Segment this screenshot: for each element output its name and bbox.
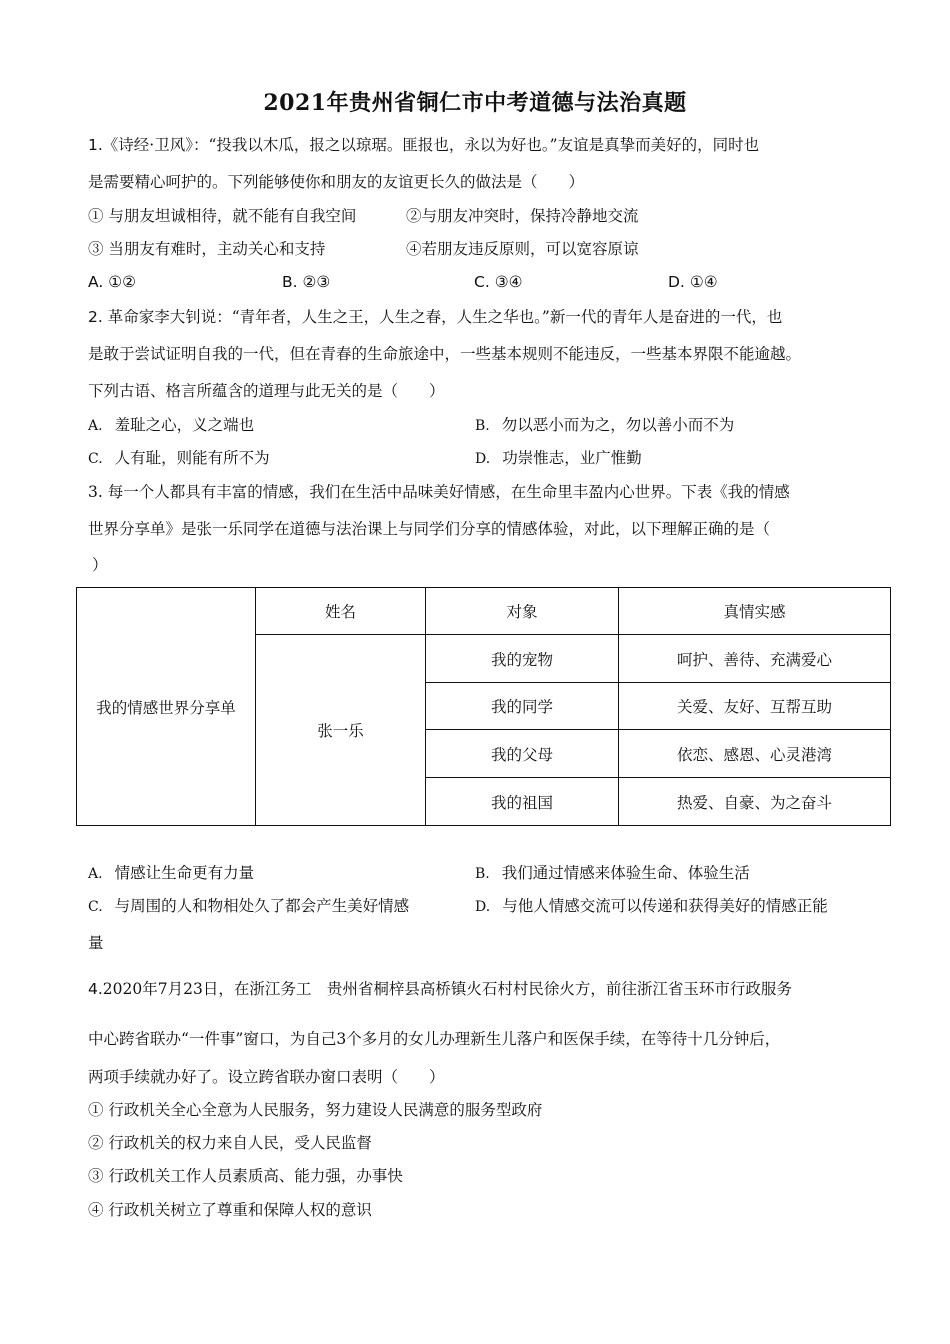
q3-option-b — [475, 862, 750, 885]
option-text: 与他人情感交流可以传递和获得美好的情感正能 — [502, 897, 828, 915]
table-cell-feeling: 热爱、自豪、为之奋斗 — [619, 778, 891, 826]
option-label: D. — [668, 273, 685, 291]
q2-option-b — [475, 414, 734, 437]
option-text: 人有耻，则能有所不为 — [114, 449, 270, 467]
option-text: ①④ — [689, 273, 718, 291]
q2-text-1: 革命家李大钊说：“青年者，人生之王，人生之春，人生之华也。”新一代的青年人是奋进的一代，也 — [107, 308, 783, 326]
table-col-header-feeling: 真情实感 — [619, 588, 891, 635]
q1-line-2: 是需要精心呵护的。下列能够使你和朋友的友谊更长久的做法是（ ） — [88, 173, 585, 191]
q1-text-1: 《诗经·卫风》：“投我以木瓜，报之以琼琚。匪报也，永以为好也。”友谊是真挚而美好的，同时也 — [102, 136, 760, 154]
option-label: D. — [475, 899, 491, 915]
q1-option-d — [668, 271, 718, 293]
table-cell-object: 我的宠物 — [426, 635, 619, 683]
option-label: A. — [88, 273, 104, 291]
q4-text-1: 2020年7月23日，在浙江务工 贵州省桐梓县高桥镇火石村村民徐火方，前往浙江省玉环市行政服务 — [102, 980, 792, 998]
q3-text-1: 每一个人都具有丰富的情感，我们在生活中品味美好情感，在生命里丰盈内心世界。下表《我的情感 — [107, 483, 790, 501]
q2-line-1 — [88, 306, 878, 328]
q4-item-4: ④ 行政机关树立了尊重和保障人权的意识 — [88, 1201, 372, 1219]
option-label: B. — [475, 866, 490, 882]
table-col-header-object: 对象 — [426, 588, 619, 635]
option-text: 勿以恶小而为之，勿以善小而不为 — [501, 416, 735, 434]
option-text: 羞耻之心，义之端也 — [114, 416, 255, 434]
table-cell-object: 我的父母 — [426, 730, 619, 778]
option-label: A. — [88, 866, 103, 882]
table-cell-object: 我的同学 — [426, 683, 619, 730]
table-cell-feeling: 呵护、善待、充满爱心 — [619, 635, 891, 683]
option-label: D. — [475, 451, 491, 467]
q1-item-1: ① 与朋友坦诚相待，就不能有自我空间 — [88, 207, 357, 225]
q3-line-3: ） — [92, 556, 108, 574]
option-text: ①② — [108, 273, 136, 291]
q1-option-c — [474, 271, 522, 293]
q3-option-d — [475, 895, 828, 918]
option-label: B. — [282, 273, 298, 291]
q3-line-2: 世界分享单》是张一乐同学在道德与法治课上与同学们分享的情感体验，对此，以下理解正确的是（ — [88, 520, 771, 538]
option-text: ③④ — [494, 273, 523, 291]
option-text: 与周围的人和物相处久了都会产生美好情感 — [114, 897, 410, 915]
q3-option-d-wrap: 量 — [88, 934, 104, 952]
q4-line-3: 两项手续就办好了。设立跨省联办窗口表明（ ） — [88, 1068, 445, 1086]
q1-option-b — [282, 271, 330, 293]
q4-item-2: ② 行政机关的权力来自人民，受人民监督 — [88, 1134, 372, 1152]
q3-option-c — [88, 895, 409, 918]
option-label: C. — [474, 273, 490, 291]
option-label: B. — [475, 418, 490, 434]
page-title: 2021年贵州省铜仁市中考道德与法治真题 — [263, 90, 687, 116]
q2-line-3: 下列古语、格言所蕴含的道理与此无关的是（ ） — [88, 382, 445, 400]
q1-item-4: ④若朋友违反原则，可以宽容原谅 — [406, 240, 639, 258]
q4-item-1: ① 行政机关全心全意为人民服务，努力建设人民满意的服务型政府 — [88, 1101, 543, 1119]
option-text: ②③ — [302, 273, 331, 291]
table-cell-feeling: 关爱、友好、互帮互助 — [619, 683, 891, 730]
table-cell-feeling: 依恋、感恩、心灵港湾 — [619, 730, 891, 778]
q4-item-3: ③ 行政机关工作人员素质高、能力强，办事快 — [88, 1167, 403, 1185]
option-text: 我们通过情感来体验生命、体验生活 — [501, 864, 750, 882]
emotion-share-table — [76, 587, 891, 826]
table-cell-name: 张一乐 — [256, 635, 426, 826]
option-label: C. — [88, 899, 103, 915]
q2-number: 2. — [88, 308, 103, 326]
q2-line-2: 是敢于尝试证明自我的一代，但在青春的生命旅途中，一些基本规则不能违反，一些基本界限不能逾越。 — [88, 345, 802, 363]
q3-option-a — [88, 862, 254, 885]
option-text: 情感让生命更有力量 — [114, 864, 255, 882]
option-text: 功崇惟志，业广惟勤 — [502, 449, 642, 467]
q1-number: 1. — [88, 136, 103, 154]
q4-number: 4. — [88, 980, 103, 998]
q4-line-2: 中心跨省联办“一件事”窗口，为自己3个多月的女儿办理新生儿落户和医保手续，在等待十几分钟后， — [88, 1030, 781, 1048]
q2-option-d — [475, 447, 642, 470]
q4-line-1 — [88, 978, 878, 1000]
q1-option-a — [88, 271, 136, 293]
option-label: C. — [88, 451, 103, 467]
q1-line-1 — [88, 134, 878, 156]
table-cell-object: 我的祖国 — [426, 778, 619, 826]
table-row-header: 我的情感世界分享单 — [77, 588, 256, 826]
option-label: A. — [88, 418, 103, 434]
q1-item-3: ③ 当朋友有难时，主动关心和支持 — [88, 240, 326, 258]
q2-option-c — [88, 447, 270, 470]
q2-option-a — [88, 414, 254, 437]
q3-line-1 — [88, 481, 878, 503]
q1-item-2: ②与朋友冲突时，保持冷静地交流 — [406, 207, 639, 225]
q3-number: 3. — [88, 483, 103, 501]
table-col-header-name: 姓名 — [256, 588, 426, 635]
